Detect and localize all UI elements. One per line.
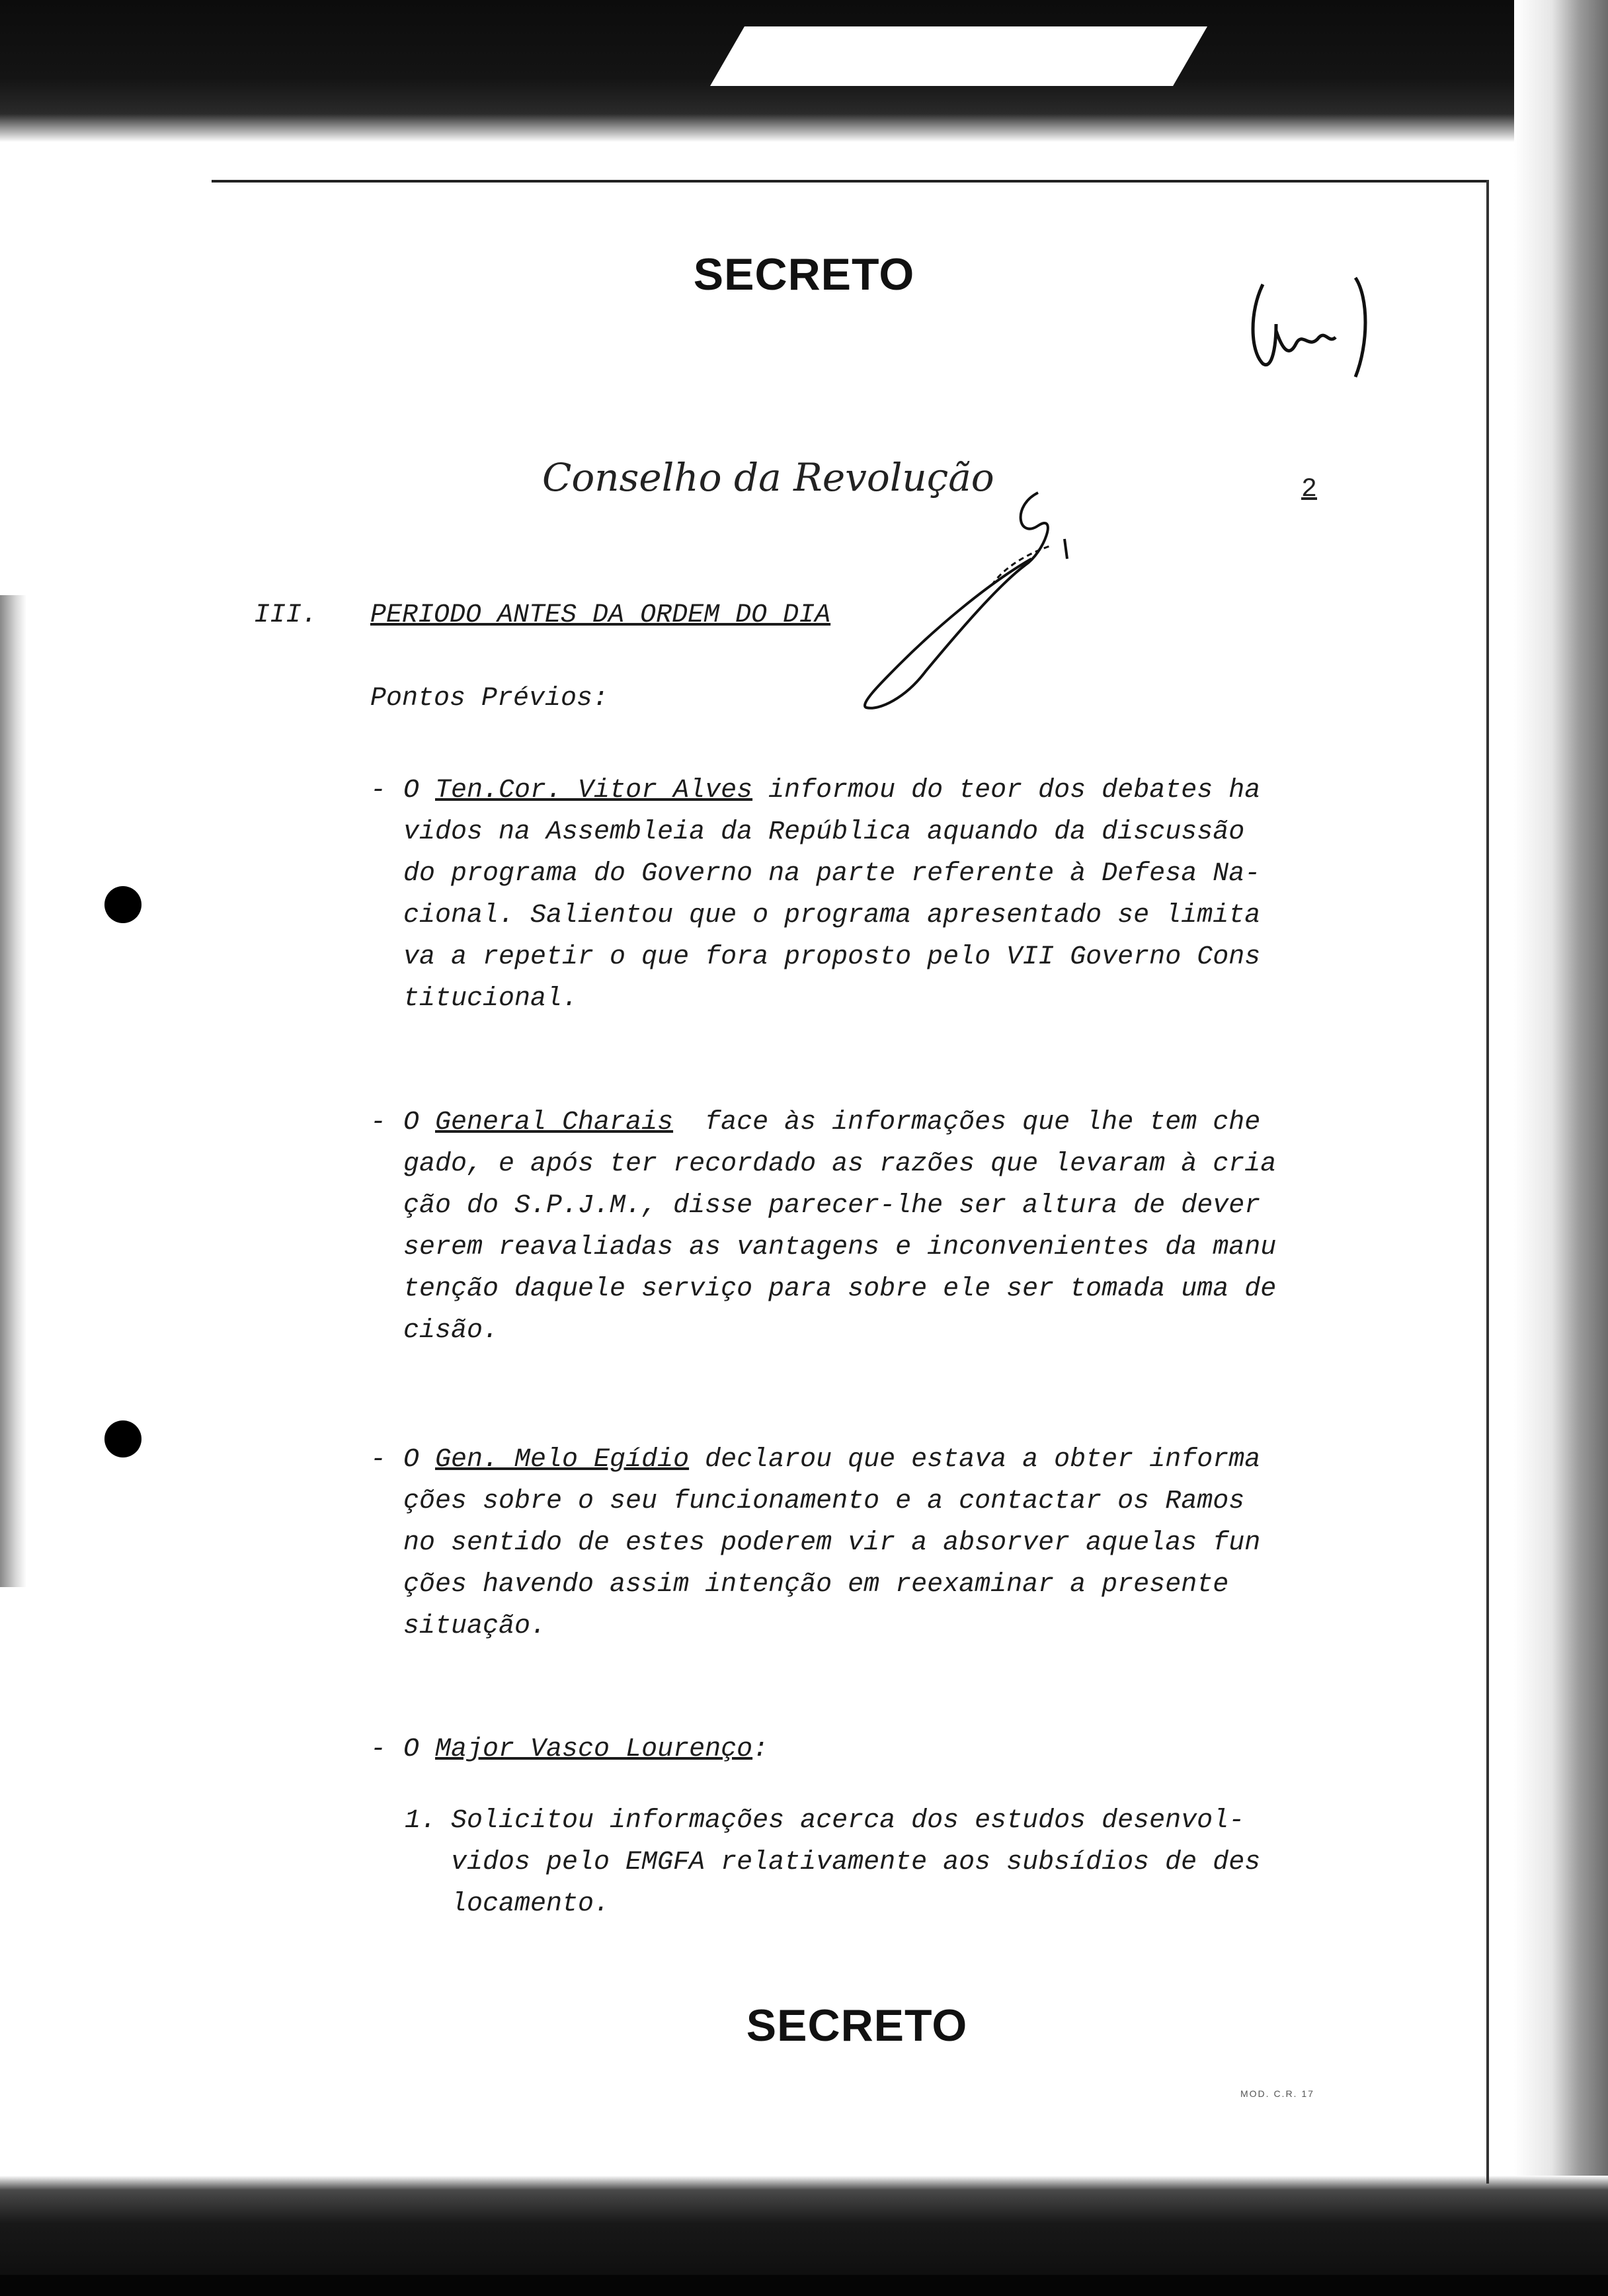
letterhead: Conselho da Revolução xyxy=(542,455,994,500)
paragraph-line: va a repetir o que fora proposto pelo VII Governo Cons xyxy=(403,942,1261,972)
underlined-name: Ten.Cor. Vitor Alves xyxy=(435,776,753,805)
paragraph-dash: - xyxy=(370,1445,387,1475)
item-line: vidos pelo EMGFA relativamente aos subsídios de des xyxy=(451,1848,1261,1877)
section-title: PERIODO ANTES DA ORDEM DO DIA xyxy=(370,600,831,630)
scan-edge-left xyxy=(0,595,26,1587)
paragraph-line: gado, e após ter recordado as razões que levaram à cria xyxy=(403,1149,1277,1179)
scan-edge-right xyxy=(1514,0,1608,2296)
paragraph-line: O General Charais face às informações que lhe tem che xyxy=(403,1108,1261,1137)
punch-hole-upper xyxy=(104,886,141,923)
scan-edge-bottom-band xyxy=(0,2275,1608,2296)
paragraph-line: O Major Vasco Lourenço: xyxy=(403,1735,769,1764)
item-line: Solicitou informações acerca dos estudos desenvol- xyxy=(451,1806,1245,1836)
section-number: III. xyxy=(254,600,318,630)
paragraph-vitor-alves xyxy=(370,770,1322,1020)
scan-edge-top-gap xyxy=(710,26,1207,86)
paragraph-line: ções sobre o seu funcionamento e a contactar os Ramos xyxy=(403,1487,1245,1516)
paragraph-line: no sentido de estes poderem vir a absorver aquelas fun xyxy=(403,1528,1261,1558)
classification-stamp-top: SECRETO xyxy=(693,249,915,300)
paragraph-line: ção do S.P.J.M., disse parecer-lhe ser altura de dever xyxy=(403,1191,1261,1221)
paragraph-line: situação. xyxy=(403,1612,547,1641)
subheading: Pontos Prévios: xyxy=(370,684,609,714)
page-edge-top xyxy=(212,180,1488,183)
signature xyxy=(840,486,1104,724)
paragraph-line: cisão. xyxy=(403,1316,499,1346)
item-number: 1. xyxy=(405,1806,437,1836)
paragraph-line: serem reavaliadas as vantagens e inconvenientes da manu xyxy=(403,1233,1277,1262)
numbered-item-1 xyxy=(405,1800,1330,1925)
paragraph-dash: - xyxy=(370,1108,387,1137)
underlined-name: General Charais xyxy=(435,1108,674,1137)
paragraph-general-charais xyxy=(370,1102,1322,1352)
page-edge-right xyxy=(1486,180,1489,2184)
paragraph-line: vidos na Assembleia da República aquando da discussão xyxy=(403,817,1245,847)
form-code: MOD. C.R. 17 xyxy=(1240,2088,1314,2099)
paragraph-dash: - xyxy=(370,776,387,805)
underlined-name: Gen. Melo Egídio xyxy=(435,1445,690,1475)
paragraph-line: titucional. xyxy=(403,984,579,1014)
paragraph-line: O Gen. Melo Egídio declarou que estava a obter informa xyxy=(403,1445,1261,1475)
paragraph-line: tenção daquele serviço para sobre ele ser tomada uma de xyxy=(403,1274,1277,1304)
classification-stamp-bottom: SECRETO xyxy=(746,2000,968,2051)
paragraph-melo-egidio xyxy=(370,1439,1322,1647)
paragraph-line: do programa do Governo na parte referente à Defesa Na- xyxy=(403,859,1261,889)
item-line: locamento. xyxy=(451,1889,610,1919)
paragraph-line: ções havendo assim intenção em reexaminar a presente xyxy=(403,1570,1229,1600)
paragraph-vasco-lourenco xyxy=(370,1729,1322,1770)
page-number: 2 xyxy=(1301,475,1318,505)
paragraph-line: O Ten.Cor. Vitor Alves informou do teor dos debates ha xyxy=(403,776,1261,805)
punch-hole-lower xyxy=(104,1420,141,1457)
underlined-name: Major Vasco Lourenço xyxy=(435,1735,753,1764)
initials-mark xyxy=(1236,271,1388,384)
paragraph-line: cional. Salientou que o programa apresentado se limita xyxy=(403,901,1261,930)
paragraph-dash: - xyxy=(370,1735,387,1764)
